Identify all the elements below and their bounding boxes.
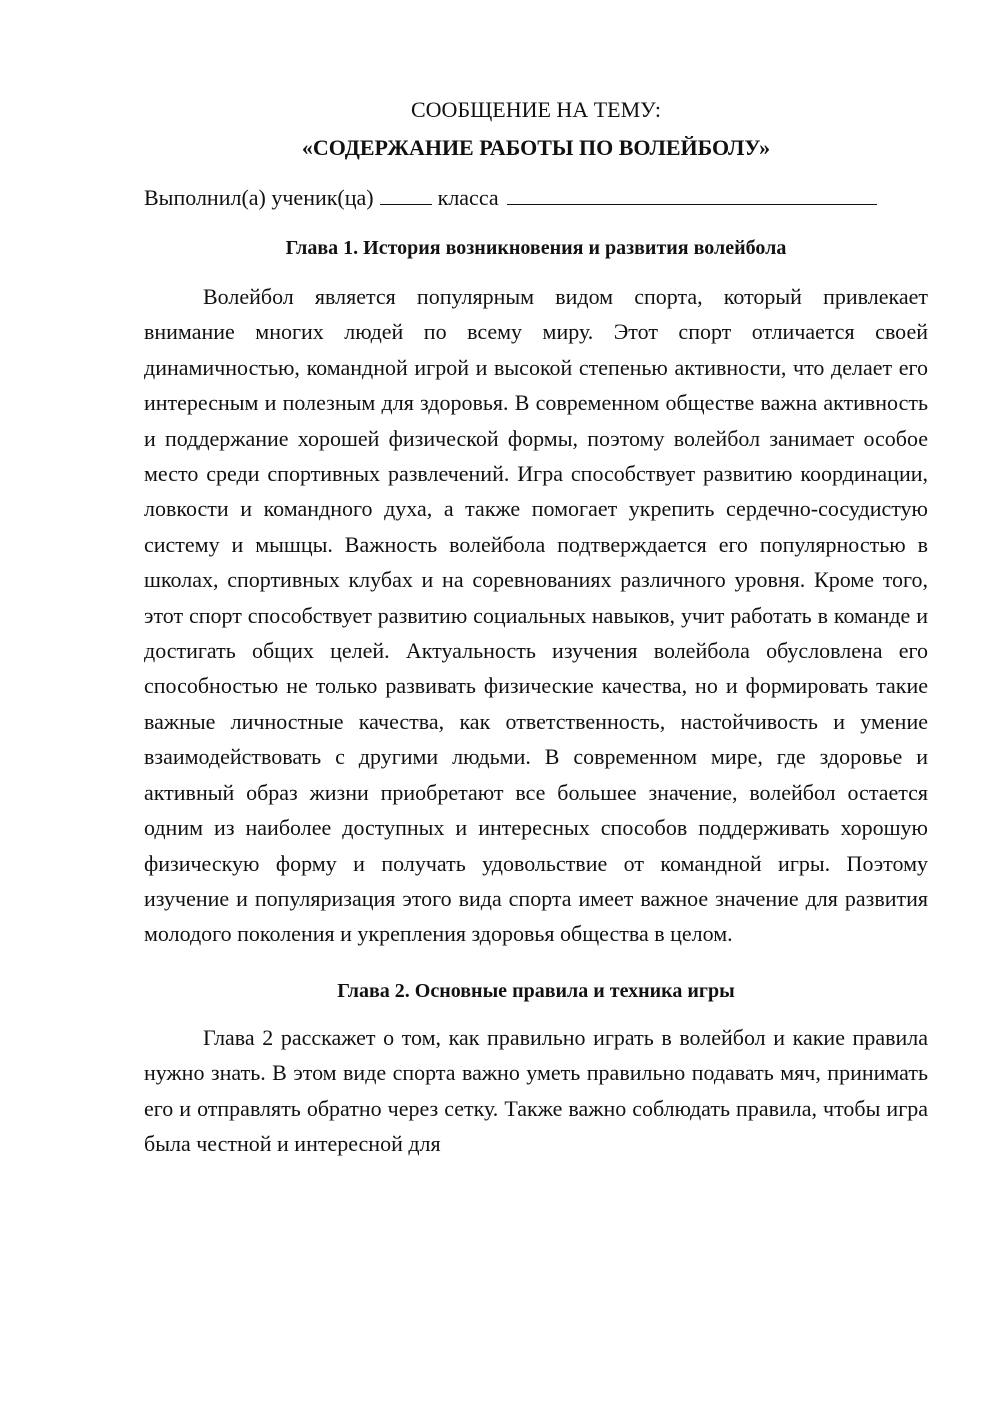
author-line xyxy=(144,183,928,213)
author-class-label: класса xyxy=(437,185,499,210)
chapter-2-heading: Глава 2. Основные правила и техника игры xyxy=(337,979,735,1002)
document-title-line-2: «СОДЕРЖАНИЕ РАБОТЫ ПО ВОЛЕЙБОЛУ» xyxy=(301,135,771,160)
chapter-1-heading: Глава 1. История возникновения и развития волейбола xyxy=(285,237,787,259)
chapter-2-text: Глава 2 расскажет о том, как правильно играть в волейбол и какие правила нужно знать. В этом виде спорта важно уметь правильно подавать мяч, принимать его и отправлять обратно через сетку. Также важно соблюдать правила, чтобы игра была честной и интересной для xyxy=(144,1024,928,1156)
chapter-1-text: Волейбол является популярным видом спорта, который привлекает внимание многих людей по всему миру. Этот спорт отличается своей динамичностью, командной игрой и высокой степенью активности, что делает его интересным и полезным для здоровья. В современном обществе важна активность и поддержание хорошей физической формы, поэтому волейбол занимает особое место среди спортивных развлечений. Игра способствует развитию координации, ловкости и командного духа, а также помогает укрепить сердечно-сосудистую систему и мышцы. Важность волейбола подтверждается его популярностью в школах, спортивных клубах и на соревнованиях различного уровня. Кроме того, этот спорт способствует развитию социальных навыков, учит работать в команде и достигать общих целей. Актуальность изучения волейбола обусловлена его способностью не только развивать физические качества, но и формировать такие важные личностные качества, как ответственность, настойчивость и умение взаимодействовать с другими людьми. В современном мире, где здоровье и активный образ жизни приобретают все большее значение, волейбол остается одним из наиболее доступных и интересных способов поддерживать хорошую физическую форму и получать удовольствие от командной игры. Поэтому изучение и популяризация этого вида спорта имеет важное значение для развития молодого поколения и укрепления здоровья общества в целом. xyxy=(144,284,928,947)
grade-blank-field[interactable] xyxy=(380,184,432,205)
document-title-line-1: СООБЩЕНИЕ НА ТЕМУ: xyxy=(411,97,661,122)
class-blank-field[interactable] xyxy=(507,184,877,205)
author-prefix: Выполнил(а) ученик(ца) xyxy=(144,185,374,210)
